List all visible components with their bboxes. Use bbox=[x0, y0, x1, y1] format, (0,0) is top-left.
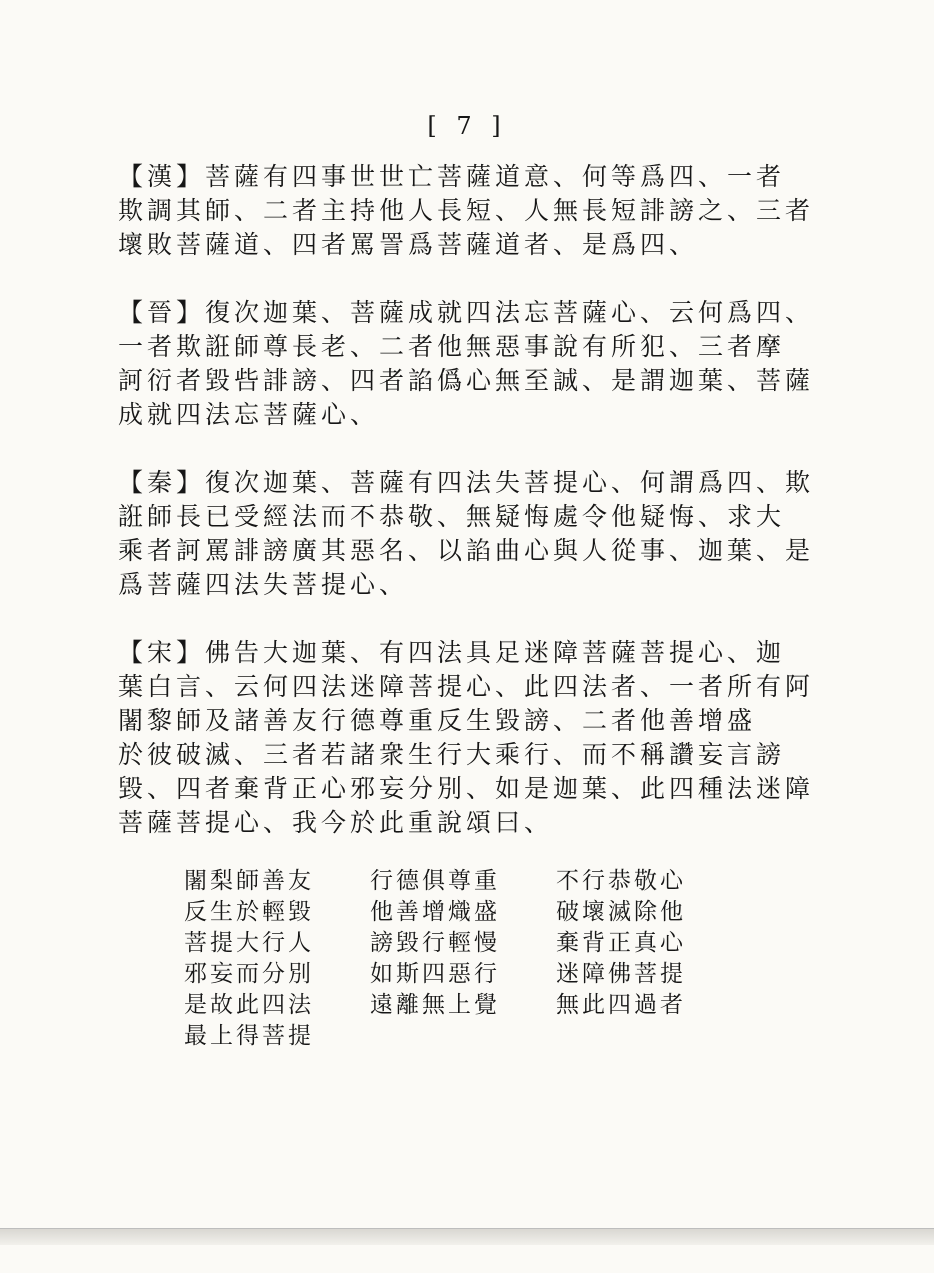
text-line: 【秦】復次迦葉、菩薩有四法失菩提心、何謂爲四、欺 bbox=[118, 468, 815, 497]
text-line: 成就四法忘菩薩心、 bbox=[118, 400, 380, 429]
verse-line: 不行恭敬心 bbox=[556, 868, 686, 894]
verse-line: 最上得菩提 bbox=[184, 1023, 314, 1049]
verse-column bbox=[184, 866, 344, 1052]
verse-line: 棄背正真心 bbox=[556, 930, 686, 956]
page-number: [ 7 ] bbox=[427, 112, 507, 140]
paragraph-song bbox=[118, 636, 815, 840]
verse-line: 如斯四惡行 bbox=[370, 961, 500, 987]
verse-line: 無此四過者 bbox=[556, 992, 686, 1018]
text-line: 壞敗菩薩道、四者罵詈爲菩薩道者、是爲四、 bbox=[118, 230, 699, 259]
verse-line: 遠離無上覺 bbox=[370, 992, 500, 1018]
paragraph-qin bbox=[118, 466, 815, 602]
paragraph-han bbox=[118, 160, 815, 262]
text-line: 乘者訶罵誹謗廣其惡名、以諂曲心與人從事、迦葉、是 bbox=[118, 536, 815, 565]
verse-line: 是故此四法 bbox=[184, 992, 314, 1018]
verse-column bbox=[556, 866, 716, 1021]
text-line: 【宋】佛告大迦葉、有四法具足迷障菩薩菩提心、迦 bbox=[118, 638, 786, 667]
text-line: 一者欺誑師尊長老、二者他無惡事說有所犯、三者摩 bbox=[118, 332, 786, 361]
verse-line: 菩提大行人 bbox=[184, 930, 314, 956]
text-line: 訶衍者毀呰誹謗、四者諂僞心無至誠、是謂迦葉、菩薩 bbox=[118, 366, 815, 395]
verse-line: 邪妄而分別 bbox=[184, 961, 314, 987]
verse-line: 他善增熾盛 bbox=[370, 899, 500, 925]
scan-bottom-edge bbox=[0, 1228, 934, 1245]
text-line: 葉白言、云何四法迷障菩提心、此四法者、一者所有阿 bbox=[118, 672, 815, 701]
text-line: 【晉】復次迦葉、菩薩成就四法忘菩薩心、云何爲四、 bbox=[118, 298, 815, 327]
paragraph-jin bbox=[118, 296, 815, 432]
text-line: 闍黎師及諸善友行德尊重反生毀謗、二者他善增盛 bbox=[118, 706, 757, 735]
verse-column bbox=[370, 866, 530, 1021]
text-line: 【漢】菩薩有四事世世亡菩薩道意、何等爲四、一者 bbox=[118, 162, 786, 191]
verse-line: 行德俱尊重 bbox=[370, 868, 500, 894]
verse-line: 闍梨師善友 bbox=[184, 868, 314, 894]
verse-line: 反生於輕毀 bbox=[184, 899, 314, 925]
verse-line: 迷障佛菩提 bbox=[556, 961, 686, 987]
verse-line: 破壞滅除他 bbox=[556, 899, 686, 925]
text-line: 菩薩菩提心、我今於此重說頌曰、 bbox=[118, 808, 554, 837]
verse-line: 謗毀行輕慢 bbox=[370, 930, 500, 956]
text-line: 欺調其師、二者主持他人長短、人無長短誹謗之、三者 bbox=[118, 196, 815, 225]
text-line: 誑師長已受經法而不恭敬、無疑悔處令他疑悔、求大 bbox=[118, 502, 786, 531]
text-line: 於彼破滅、三者若諸衆生行大乘行、而不稱讚妄言謗 bbox=[118, 740, 786, 769]
text-line: 毀、四者棄背正心邪妄分別、如是迦葉、此四種法迷障 bbox=[118, 774, 815, 803]
text-line: 爲菩薩四法失菩提心、 bbox=[118, 570, 409, 599]
